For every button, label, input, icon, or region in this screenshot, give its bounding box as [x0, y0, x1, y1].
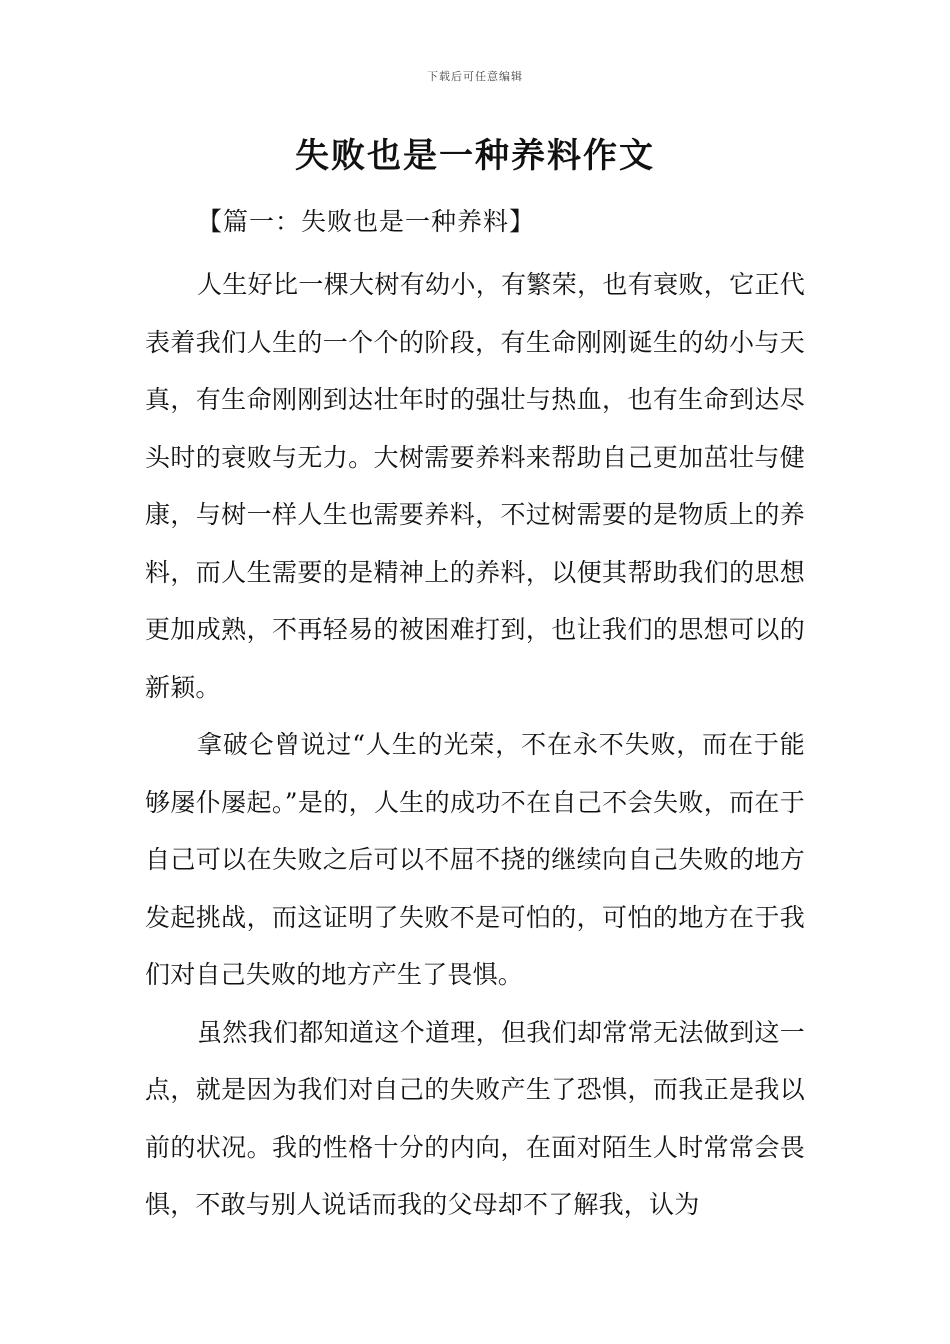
- document-body: [145, 200, 805, 1234]
- paragraph-1: 人生好比一棵大树有幼小，有繁荣，也有衰败，它正代表着我们人生的一个个的阶段，有生命刚刚诞生的幼小与天真，有生命刚刚到达壮年时的强壮与热血，也有生命到达尽头时的衰败与无力。大树需要养料来帮助自己更加茁壮与健康，与树一样人生也需要养料，不过树需要的是物质上的养料，而人生需要的是精神上的养料，以便其帮助我们的思想更加成熟，不再轻易的被困难打到，也让我们的思想可以的新颖。: [145, 270, 805, 702]
- header-note: 下载后可任意编辑: [427, 70, 523, 83]
- paragraph-3: 虽然我们都知道这个道理，但我们却常常无法做到这一点，就是因为我们对自己的失败产生了恐惧，而我正是我以前的状况。我的性格十分的内向，在面对陌生人时常常会畏惧，不敢与别人说话而我的父母却不了解我，认为: [145, 1017, 805, 1219]
- section-heading: 【篇一：失败也是一种养料】: [197, 207, 536, 236]
- document-title: 失败也是一种养料作文: [295, 136, 655, 176]
- paragraph-2: 拿破仑曾说过“人生的光荣，不在永不失败，而在于能够屡仆屡起。”是的，人生的成功不在自己不会失败，而在于自己可以在失败之后可以不屈不挠的继续向自己失败的地方发起挑战，而这证明了失败不是可怕的，可怕的地方在于我们对自己失败的地方产生了畏惧。: [145, 730, 805, 989]
